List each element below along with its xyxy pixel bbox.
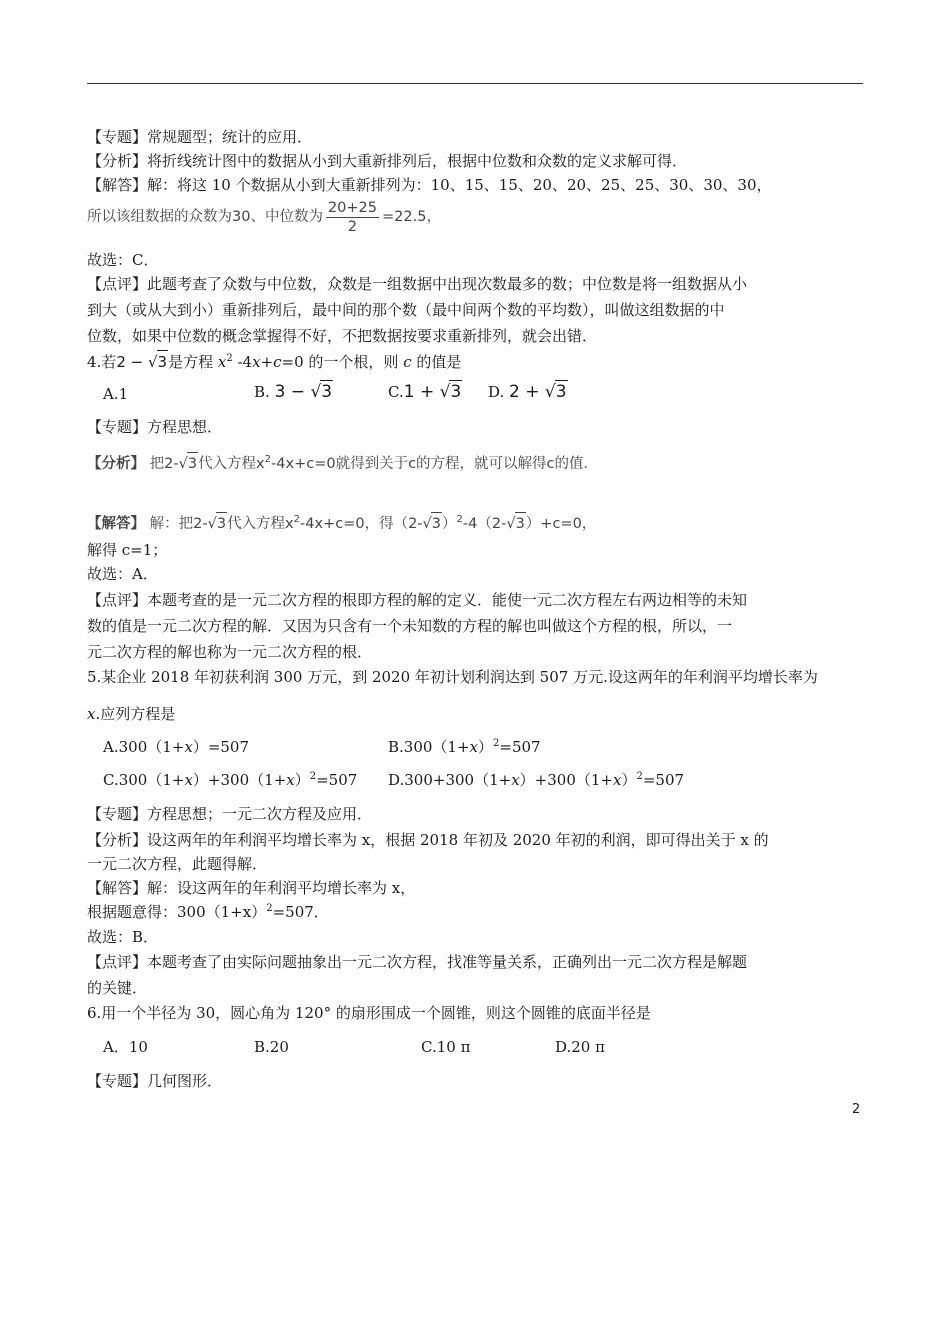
choice-line: 故选：A．: [87, 565, 158, 583]
topic-line: 【专题】方程思想；一元二次方程及应用．: [87, 805, 373, 823]
option-label: C.: [388, 383, 404, 401]
variable: x: [217, 353, 227, 371]
option-text: B.300（1+: [388, 738, 470, 756]
radicand: 3: [555, 382, 567, 402]
option-a[interactable]: [103, 736, 249, 758]
page-number: 2: [852, 1102, 861, 1117]
variable: c: [273, 353, 282, 371]
option-a[interactable]: A.1: [103, 385, 129, 403]
option-text: ）: [478, 738, 494, 756]
option-a[interactable]: A．10: [103, 1038, 148, 1056]
math-part: 3 −: [274, 382, 311, 402]
variable: c: [403, 353, 412, 371]
analysis-line: 【分析】设这两年的年利润平均增长率为 x，根据 2018 年初及 2020 年初的利润，即可得出关于 x 的: [87, 831, 769, 849]
option-label: D.: [488, 383, 505, 401]
stem-text: 4.若: [87, 353, 117, 371]
option-b[interactable]: [254, 380, 333, 403]
option-text: ）=507: [192, 738, 250, 756]
solution-formula-line: [87, 196, 441, 238]
option-d[interactable]: [388, 769, 684, 791]
analysis-text: -4x+c=0就得到关于c的方程，就可以解得c的值．: [271, 456, 599, 472]
fraction-numerator: 20+25: [327, 199, 378, 216]
comment-line: 【点评】此题考查了众数与中位数，众数是一组数据中出现次数最多的数；中位数是将一组数据从小: [87, 275, 748, 293]
radicand: 3: [321, 382, 333, 402]
math-part: 2 +: [509, 382, 545, 402]
stem-text: -4: [232, 353, 253, 371]
radicand: 3: [216, 512, 227, 535]
exponent: 2: [264, 454, 272, 465]
question-6-stem: 6.用一个半径为 30，圆心角为 120° 的扇形围成一个圆锥，则这个圆锥的底面半径是: [87, 1004, 651, 1022]
median-fraction: [326, 199, 379, 236]
exponent: 2: [493, 738, 500, 749]
fraction-denominator: 2: [347, 218, 358, 235]
comment-line: 数的值是一元二次方程的解．又因为只含有一个未知数的方程的解也叫做这个方程的根，所以，一: [87, 617, 733, 635]
option-c[interactable]: [388, 380, 462, 403]
solution-line: 【解答】解：将这 10 个数据从小到大重新排列为：10、15、15、20、20、25、25、30、30、30，: [87, 176, 772, 194]
variable: x: [612, 771, 622, 789]
comment-line: 到大（或从大到小）重新排列后，最中间的那个数（最中间两个数的平均数），叫做这组数据的中: [87, 301, 725, 319]
option-text: =507: [642, 771, 685, 789]
option-d[interactable]: D.20 π: [555, 1038, 605, 1056]
option-b[interactable]: [388, 736, 541, 758]
formula-text: 所以该组数据的众数为30、中位数为: [87, 209, 323, 225]
option-text: ）: [294, 771, 310, 789]
formula-result: =22.5，: [382, 209, 441, 225]
comment-line: 元二次方程的解也称为一元二次方程的根．: [87, 643, 373, 661]
stem-text: 是方程: [168, 353, 218, 371]
radicand: 3: [187, 452, 198, 475]
radicand: 3: [157, 350, 169, 373]
exponent: 2: [456, 514, 463, 525]
analysis-text: 代入方程x: [198, 456, 265, 472]
stem-text: 的值是: [411, 353, 462, 371]
root-part: 2 −: [116, 353, 148, 371]
radicand: 3: [450, 382, 462, 402]
analysis-tag: 【分析】: [87, 456, 145, 472]
option-text: =507: [316, 771, 358, 789]
exponent: 2: [309, 771, 317, 782]
option-math: 2 + √3: [509, 382, 567, 402]
topic-line: 【专题】常规题型；统计的应用．: [87, 128, 313, 146]
exponent: 2: [636, 771, 643, 782]
variable: x: [184, 738, 193, 756]
radicand: 3: [431, 512, 442, 535]
analysis-text: 把2-: [149, 456, 179, 472]
choice-line: 故选：C．: [87, 251, 159, 269]
solution-text: 根据题意得：300（1+x）: [87, 903, 267, 921]
option-text: ）: [621, 771, 637, 789]
exponent: 2: [226, 353, 233, 364]
choice-line: 故选：B．: [87, 928, 159, 946]
stem-text: =0 的一个根，则: [281, 353, 404, 371]
option-text: ）+300（1+: [192, 771, 287, 789]
analysis-line: 【分析】 把2-√3代入方程$x^2-4x+c=0$就得到关于c的方程，就可以解得c的值．: [87, 452, 598, 475]
question-5-stem-cont: [87, 703, 175, 725]
comment-line: 【点评】本题考查了由实际问题抽象出一元二次方程，找准等量关系，正确列出一元二次方程是解题: [87, 953, 748, 971]
solution-line: [87, 901, 329, 923]
option-text: =507: [499, 738, 541, 756]
exponent: 2: [293, 514, 301, 525]
result-line: 解得 c=1；: [87, 541, 168, 559]
variable: x: [252, 353, 261, 371]
option-d[interactable]: [488, 380, 568, 403]
solution-line: 【解答】解：设这两年的年利润平均增长率为 x，: [87, 879, 416, 897]
option-text: D.300+300（1+: [388, 771, 512, 789]
solution-tag: 【解答】: [87, 516, 145, 532]
math-part: 1 +: [403, 382, 440, 402]
option-math: 3 − √3: [274, 382, 333, 402]
solution-text: -4x+c=0，得（2-: [300, 516, 423, 532]
solution-line: 【解答】 解：把2-√3代入方程$x^2-4x+c=0$，得$(2-√3)^2-4(2-√3)+c=0$，: [87, 512, 596, 535]
option-text: C.300（1+: [103, 771, 185, 789]
variable: x: [469, 738, 479, 756]
root-expression: 2 − √3: [116, 353, 168, 371]
variable: x: [184, 771, 193, 789]
topic-line: 【专题】几何图形．: [87, 1072, 223, 1090]
question-4-stem: [87, 350, 461, 373]
header-rule: [87, 83, 863, 84]
operator: +: [260, 353, 274, 371]
option-text: A.300（1+: [103, 738, 185, 756]
option-b[interactable]: B.20: [254, 1038, 289, 1056]
stem-text: .应列方程是: [95, 705, 176, 723]
solution-text: 代入方程x: [227, 516, 294, 532]
option-math: 1 + √3: [403, 382, 462, 402]
analysis-line: 【分析】将折线统计图中的数据从小到大重新排列后，根据中位数和众数的定义求解可得．: [87, 152, 688, 170]
option-text: ）+300（1+: [519, 771, 613, 789]
exponent: 2: [266, 903, 273, 914]
analysis-line: 一元二次方程，此题得解．: [87, 855, 268, 873]
variable: x: [87, 705, 96, 723]
option-label: B.: [254, 383, 270, 401]
solution-text: =507．: [272, 903, 329, 921]
solution-text: 解：把2-: [149, 516, 208, 532]
variable: x: [286, 771, 295, 789]
option-c[interactable]: C.10 π: [421, 1038, 471, 1056]
solution-text: -4（2-: [462, 516, 507, 532]
variable: x: [511, 771, 520, 789]
comment-line: 位数，如果中位数的概念掌握得不好，不把数据按要求重新排列，就会出错．: [87, 327, 598, 345]
solution-text: ）+c=0，: [525, 516, 597, 532]
option-c[interactable]: [103, 769, 357, 791]
topic-line: 【专题】方程思想．: [87, 418, 223, 436]
radicand: 3: [515, 512, 526, 535]
solution-text: ）: [442, 516, 457, 532]
comment-line: 的关键．: [87, 979, 148, 997]
question-5-stem: 5.某企业 2018 年初获利润 300 万元，到 2020 年初计划利润达到 507 万元.设这两年的年利润平均增长率为: [87, 668, 818, 686]
comment-line: 【点评】本题考查的是一元二次方程的根即方程的解的定义．能使一元二次方程左右两边相等的未知: [87, 591, 748, 609]
